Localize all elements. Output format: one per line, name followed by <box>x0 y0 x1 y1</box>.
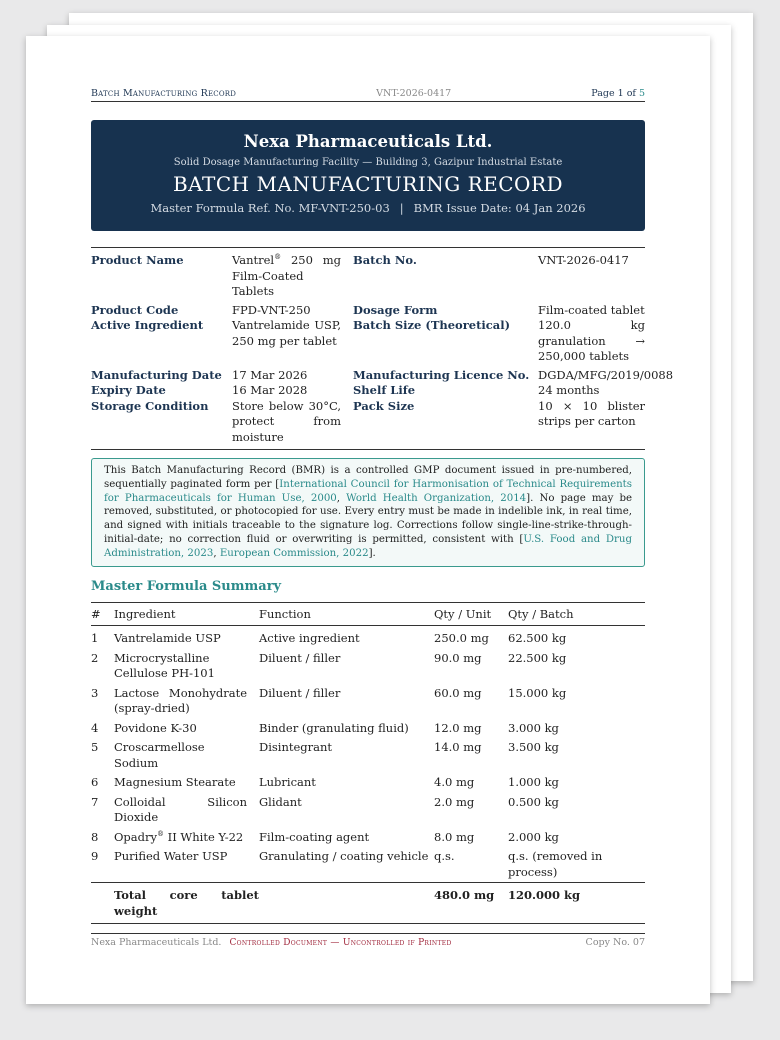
dosage-form-value: Film-coated tablet <box>538 302 645 317</box>
facility-line: Solid Dosage Manufacturing Facility — Building 3, Gazipur Industrial Estate <box>173 157 563 168</box>
column-header: Function <box>259 602 434 626</box>
section-title-master-formula: Master Formula Summary <box>91 578 282 594</box>
pack-size-value: 10 × 10 blister strips per carton <box>538 398 645 428</box>
mfg-date-label: Manufacturing Date <box>91 367 222 382</box>
running-header-batch: VNT-2026-0417 <box>376 88 452 99</box>
page-footer <box>91 933 645 948</box>
master-formula-ref: Master Formula Ref. No. MF-VNT-250-03 <box>150 201 390 215</box>
batch-size-value: 120.0 kg granulation → 250,000 tablets <box>538 318 645 363</box>
footer-company <box>91 937 452 948</box>
qty-per-batch: 62.500 kg <box>508 631 567 646</box>
ingredient-name-rest: II White Y-22 <box>164 829 244 844</box>
row-number: 8 <box>91 829 99 844</box>
citation-link-fda[interactable]: U.S. Food and Drug Administration, 2023 <box>104 533 632 559</box>
ingredient-function: Diluent / filler <box>259 650 341 665</box>
row-number: 2 <box>91 650 99 665</box>
table-header-row <box>91 602 645 626</box>
controlled-document-notice: Controlled Document — Uncontrolled if Printed <box>229 938 452 948</box>
table-row <box>91 738 645 773</box>
mfg-date-value: 17 Mar 2026 <box>232 367 308 382</box>
ingredient-function: Diluent / filler <box>259 685 341 700</box>
citation-link-ec[interactable]: European Commission, 2022 <box>219 547 369 559</box>
ingredient-name: Lactose Monohydrate (spray-dried) <box>114 685 247 716</box>
table-row <box>91 649 645 684</box>
ingredient-name: Purified Water USP <box>114 849 228 864</box>
title-banner <box>91 120 645 231</box>
column-header: Qty / Batch <box>508 602 645 626</box>
qty-per-unit: 12.0 mg <box>434 720 482 735</box>
footer-company-name: Nexa Pharmaceuticals Ltd. <box>91 937 222 948</box>
ingredient-function: Glidant <box>259 794 302 809</box>
expiry-label: Expiry Date <box>91 383 166 397</box>
ingredient-function: Film-coating agent <box>259 829 370 844</box>
row-number: 7 <box>91 794 99 809</box>
qty-per-batch: 1.000 kg <box>508 775 559 790</box>
table-row <box>91 793 645 828</box>
ingredient-function: Active ingredient <box>259 631 360 646</box>
column-header: # <box>91 602 114 626</box>
product-name-label: Product Name <box>91 253 184 267</box>
qty-per-batch: 3.000 kg <box>508 720 559 735</box>
registered-mark: ® <box>274 253 282 262</box>
ingredient-function: Granulating / coating vehicle <box>259 849 429 864</box>
banner-meta <box>101 201 635 215</box>
qty-per-unit: 60.0 mg <box>434 685 482 700</box>
qty-per-batch: 22.500 kg <box>508 650 567 665</box>
ingredient-name: Microcrystalline Cellulose PH-101 <box>114 650 215 681</box>
notice-text: ]. No page may be removed, substituted, or photocopied for use. Every entry must be made in indelible ink, in real time, and signed with initials traceable to the signature log. Corrections follow single-line-strike-through-initial-date; no correction fluid or overwriting is permitted, consistent with [ <box>104 492 632 545</box>
active-ingredient-label: Active Ingredient <box>91 318 204 332</box>
ingredient-name: Magnesium Stearate <box>114 775 236 790</box>
qty-per-unit: q.s. <box>434 849 455 864</box>
ingredient-function: Lubricant <box>259 775 316 790</box>
qty-per-batch: 2.000 kg <box>508 829 559 844</box>
table-row <box>91 773 645 793</box>
ingredient-name <box>114 828 259 848</box>
expiry-value: 16 Mar 2028 <box>232 383 308 397</box>
total-row <box>91 883 645 924</box>
qty-per-batch: q.s. (removed in process) <box>508 849 603 879</box>
citation-link-ich[interactable]: International Council for Harmonisation of Technical Requirements for Pharmaceuticals for Human Use, 2000 <box>104 478 632 504</box>
document-page <box>26 36 710 1004</box>
ingredient-name: Colloidal Silicon Dioxide <box>114 794 247 825</box>
storage-value: Store below 30°C, protect from moisture <box>232 398 341 444</box>
registered-mark: ® <box>157 829 165 838</box>
qty-per-unit: 4.0 mg <box>434 775 475 790</box>
bmr-issue-date: BMR Issue Date: 04 Jan 2026 <box>413 201 586 215</box>
table-row <box>91 828 645 848</box>
qty-per-unit: 2.0 mg <box>434 794 475 809</box>
product-name-rest: 250 mg Film-Coated Tablets <box>232 253 341 298</box>
meta-separator: | <box>399 201 404 215</box>
qty-per-batch: 3.500 kg <box>508 740 559 755</box>
page-content <box>91 88 674 924</box>
table-row <box>91 626 645 649</box>
qty-per-unit: 250.0 mg <box>434 631 489 646</box>
qty-per-unit: 90.0 mg <box>434 650 482 665</box>
table-row <box>91 847 645 883</box>
company-name: Nexa Pharmaceuticals Ltd. <box>243 132 493 151</box>
product-info-grid <box>91 247 674 450</box>
column-header: Ingredient <box>114 602 259 626</box>
total-label: Total core tablet weight <box>114 883 259 924</box>
licence-value: DGDA/MFG/2019/0088 <box>538 367 674 382</box>
ingredient-brand: Opadry <box>114 829 158 844</box>
notice-text: ]. <box>368 547 376 559</box>
qty-per-batch: 15.000 kg <box>508 685 567 700</box>
row-number: 4 <box>91 720 99 735</box>
product-name-value <box>232 253 353 303</box>
qty-per-unit: 14.0 mg <box>434 740 482 755</box>
row-number-empty <box>91 883 114 924</box>
dosage-form-label: Dosage Form <box>353 302 438 317</box>
qty-per-unit: 8.0 mg <box>434 829 475 844</box>
total-qty-per-unit: 480.0 mg <box>434 883 508 924</box>
shelf-life-value: 24 months <box>538 383 600 397</box>
row-number: 3 <box>91 685 99 700</box>
ingredient-function: Disintegrant <box>259 740 333 755</box>
row-number: 5 <box>91 740 99 755</box>
page-number-prefix: Page 1 of <box>591 88 639 99</box>
batch-no-value: VNT-2026-0417 <box>538 253 629 267</box>
notice-text: This Batch Manufacturing Record (BMR) is a controlled GMP document issued in pre-numbered, sequentially paginated form per [ <box>104 465 632 490</box>
total-qty-per-batch: 120.000 kg <box>508 883 645 924</box>
active-ingredient-value: Vantrelamide USP, 250 mg per tablet <box>232 318 341 348</box>
ingredient-name: Vantrelamide USP <box>114 631 221 646</box>
table-row <box>91 684 645 719</box>
ingredient-name: Povidone K-30 <box>114 720 197 735</box>
row-number: 1 <box>91 631 99 646</box>
product-code-value: FPD-VNT-250 <box>232 302 311 317</box>
batch-no-label: Batch No. <box>353 253 417 267</box>
storage-label: Storage Condition <box>91 398 209 413</box>
master-formula-table <box>91 602 645 925</box>
table-row <box>91 719 645 739</box>
ingredient-name: Croscarmellose Sodium <box>114 740 205 770</box>
shelf-life-label: Shelf Life <box>353 383 416 397</box>
document-title: BATCH MANUFACTURING RECORD <box>172 172 564 196</box>
citation-link-who[interactable]: World Health Organization, 2014 <box>346 492 527 504</box>
running-header <box>91 88 645 102</box>
batch-size-label: Batch Size (Theoretical) <box>353 318 511 332</box>
notice-text: , <box>213 547 220 559</box>
product-code-label: Product Code <box>91 302 179 317</box>
row-number: 9 <box>91 849 99 864</box>
copy-number: Copy No. 07 <box>585 937 645 948</box>
licence-label: Manufacturing Licence No. <box>353 367 530 382</box>
page-number <box>591 88 645 99</box>
qty-per-batch: 0.500 kg <box>508 794 559 809</box>
column-header: Qty / Unit <box>434 602 508 626</box>
function-empty <box>259 883 434 924</box>
page-total-link[interactable]: 5 <box>638 88 645 99</box>
ingredient-function: Binder (granulating fluid) <box>259 720 409 735</box>
notice-text: , <box>336 492 347 504</box>
row-number: 6 <box>91 775 99 790</box>
pack-size-label: Pack Size <box>353 398 415 413</box>
gmp-notice-box <box>91 458 645 567</box>
running-header-title: Batch Manufacturing Record <box>91 88 237 99</box>
product-brand: Vantrel <box>232 253 275 267</box>
